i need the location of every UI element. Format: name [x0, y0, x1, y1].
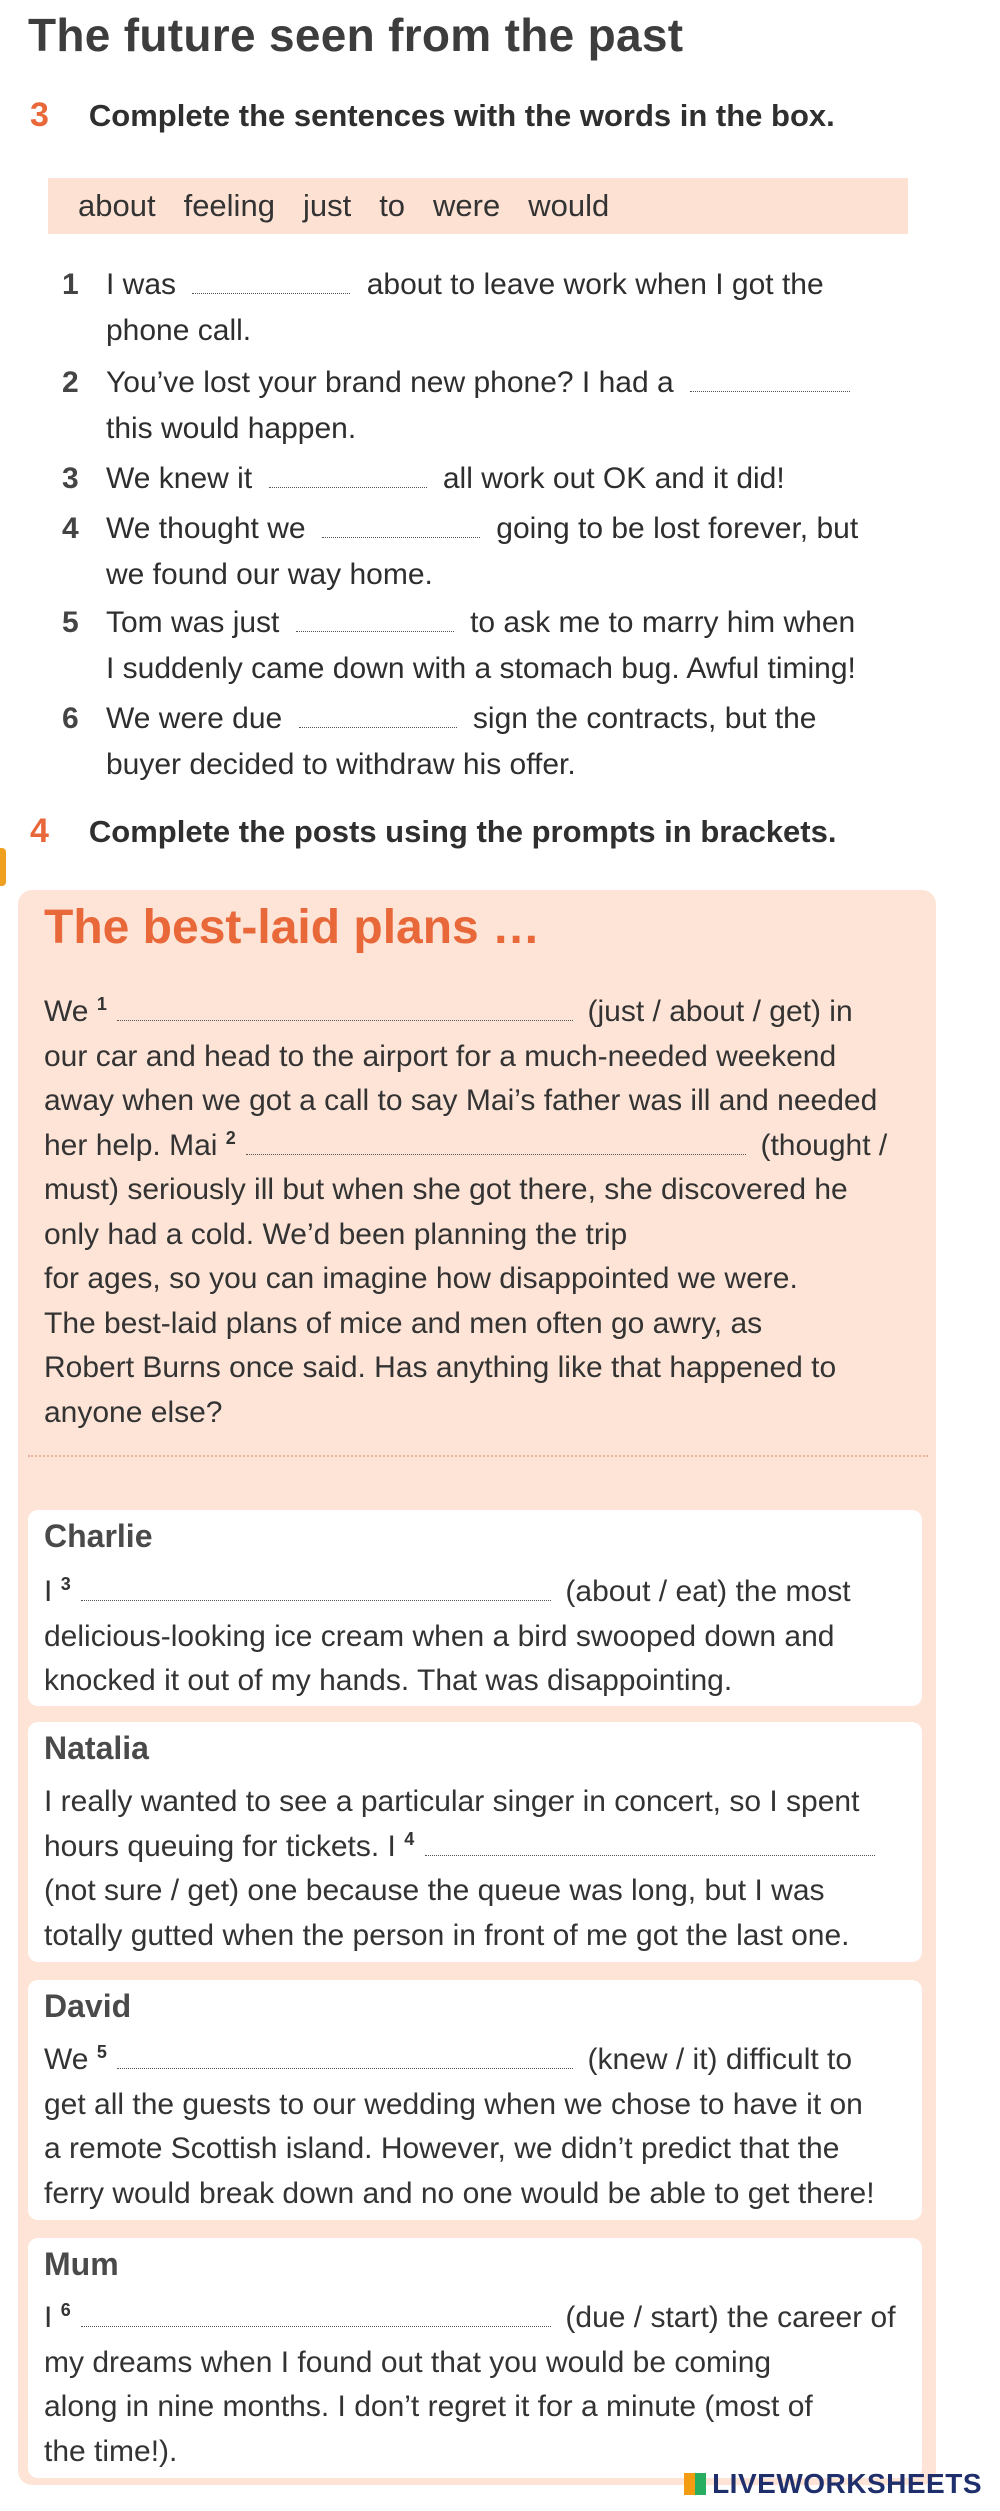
- word-item: feeling: [183, 188, 275, 223]
- sentence-3: [62, 456, 926, 502]
- reply-card-charlie: [28, 1510, 922, 1706]
- answer-blank-4[interactable]: [322, 511, 480, 538]
- gap-number: 5: [96, 2042, 107, 2062]
- post-text: (due / start) the career of: [565, 2301, 896, 2334]
- sentence-number: 3: [62, 462, 79, 495]
- post-text: (knew / it) difficult to: [587, 2043, 853, 2076]
- sentence-text: You’ve lost your brand new phone? I had a: [106, 366, 674, 399]
- sentence-text: all work out OK and it did!: [442, 462, 785, 495]
- gap-number: 1: [96, 994, 107, 1014]
- post-text: get all the guests to our wedding when we chose to have it on: [44, 2087, 863, 2121]
- word-item: about: [78, 188, 156, 223]
- word-box: [48, 178, 908, 234]
- answer-blank-p6[interactable]: [81, 2300, 551, 2327]
- sentence-text: buyer decided to withdraw his offer.: [106, 748, 576, 781]
- sentence-text: this would happen.: [106, 412, 357, 445]
- gap-number: 6: [60, 2300, 71, 2320]
- post-title: The best-laid plans …: [44, 901, 541, 954]
- word-item: were: [433, 188, 501, 223]
- sentence-5: [62, 600, 946, 692]
- margin-marker: [0, 848, 6, 886]
- post-text: along in nine months. I don’t regret it for a minute (most of: [44, 2390, 813, 2423]
- post-body: [44, 990, 924, 1435]
- divider: [28, 1455, 928, 1457]
- logo-icon: [684, 2473, 706, 2495]
- word-item: would: [528, 188, 610, 223]
- sentence-number: 1: [62, 268, 79, 301]
- post-text: We: [44, 995, 89, 1028]
- sentence-text: We were due: [106, 702, 283, 735]
- word-item: to: [379, 188, 406, 223]
- sentence-text: Tom was just: [106, 606, 280, 639]
- post-text: The best-laid plans of mice and men often go awry, as: [44, 1306, 763, 1340]
- reply-text: [44, 2038, 924, 2216]
- exercise-instruction: Complete the sentences with the words in the box.: [88, 98, 835, 133]
- reply-card-natalia: [28, 1722, 922, 1962]
- exercise-3-header: [30, 96, 835, 135]
- answer-blank-p2[interactable]: [246, 1128, 746, 1155]
- sentence-text: phone call.: [106, 314, 252, 347]
- sentence-4: [62, 506, 926, 598]
- answer-blank-2[interactable]: [690, 365, 850, 392]
- reply-text: [44, 1780, 924, 1958]
- reply-author: Mum: [44, 2246, 119, 2282]
- answer-blank-6[interactable]: [299, 701, 457, 728]
- exercise-4-header: [30, 812, 836, 851]
- logo-text: LIVEWORKSHEETS: [712, 2468, 982, 2499]
- reply-author: Charlie: [44, 1518, 153, 1554]
- answer-blank-3[interactable]: [269, 461, 427, 488]
- answer-blank-p5[interactable]: [117, 2042, 573, 2069]
- sentence-text: We knew it: [106, 462, 253, 495]
- post-text: (about / eat) the most: [565, 1575, 851, 1608]
- post-text: delicious-looking ice cream when a bird swooped down and: [44, 1619, 835, 1653]
- post-text: her help. Mai: [44, 1128, 218, 1162]
- page-title: The future seen from the past: [28, 9, 684, 61]
- post-text: our car and head to the airport for a much-needed weekend: [44, 1039, 837, 1073]
- sentence-number: 4: [62, 512, 79, 545]
- post-text: We: [44, 2043, 89, 2076]
- sentence-text: to ask me to marry him when: [470, 606, 856, 639]
- post-text: must) seriously ill but when she got there, she discovered he: [44, 1173, 848, 1206]
- reply-card-mum: [28, 2238, 922, 2478]
- exercise-instruction: Complete the posts using the prompts in brackets.: [88, 814, 837, 849]
- exercise-number: 3: [30, 96, 49, 134]
- sentence-2: [62, 360, 926, 452]
- exercise-number: 4: [30, 812, 49, 850]
- gap-number: 4: [404, 1828, 415, 1849]
- sentence-text: we found our way home.: [106, 558, 433, 591]
- answer-blank-1[interactable]: [192, 267, 350, 294]
- answer-blank-5[interactable]: [296, 605, 454, 632]
- post-text: away when we got a call to say Mai’s father was ill and needed: [44, 1084, 878, 1117]
- gap-number: 3: [60, 1574, 71, 1594]
- post-text: knocked it out of my hands. That was disappointing.: [44, 1664, 733, 1697]
- sentence-number: 6: [62, 702, 79, 735]
- sentence-text: sign the contracts, but the: [472, 702, 817, 735]
- sentence-1: [62, 262, 926, 354]
- post-text: hours queuing for tickets. I: [44, 1829, 396, 1863]
- sentence-text: We thought we: [106, 512, 306, 545]
- reply-text: [44, 1570, 914, 1704]
- gap-number: 2: [225, 1127, 236, 1148]
- post-text: I really wanted to see a particular singer in concert, so I spent: [44, 1785, 860, 1818]
- reply-author: Natalia: [44, 1730, 149, 1766]
- liveworksheets-logo: [684, 2468, 982, 2500]
- answer-blank-p3[interactable]: [81, 1574, 551, 1601]
- post-text: (not sure / get) one because the queue was long, but I was: [44, 1874, 825, 1907]
- reply-card-david: [28, 1980, 922, 2220]
- sentence-text: going to be lost forever, but: [496, 512, 859, 545]
- post-text: totally gutted when the person in front of me got the last one.: [44, 1918, 850, 1952]
- reply-text: [44, 2296, 914, 2474]
- sentence-number: 5: [62, 606, 79, 639]
- sentence-text: about to leave work when I got the: [366, 268, 824, 301]
- sentence-number: 2: [62, 366, 79, 399]
- post-text: I: [44, 2301, 53, 2334]
- post-text: ferry would break down and no one would be able to get there!: [44, 2176, 875, 2210]
- sentence-text: I was: [106, 268, 177, 301]
- post-text: the time!).: [44, 2434, 178, 2468]
- word-item: just: [302, 188, 352, 223]
- answer-blank-p4[interactable]: [425, 1829, 875, 1856]
- reply-author: David: [44, 1988, 132, 2024]
- post-text: a remote Scottish island. However, we didn’t predict that the: [44, 2132, 840, 2165]
- answer-blank-p1[interactable]: [117, 994, 573, 1021]
- post-text: I: [44, 1575, 53, 1608]
- post-text: (thought /: [760, 1128, 888, 1162]
- post-text: for ages, so you can imagine how disappointed we were.: [44, 1262, 798, 1295]
- sentence-text: I suddenly came down with a stomach bug. Awful timing!: [106, 652, 856, 685]
- post-text: only had a cold. We’d been planning the trip: [44, 1217, 628, 1251]
- post-text: anyone else?: [44, 1395, 223, 1429]
- sentence-6: [62, 696, 926, 788]
- post-text: Robert Burns once said. Has anything like that happened to: [44, 1351, 837, 1384]
- post-text: (just / about / get) in: [587, 995, 853, 1028]
- post-text: my dreams when I found out that you would be coming: [44, 2345, 772, 2379]
